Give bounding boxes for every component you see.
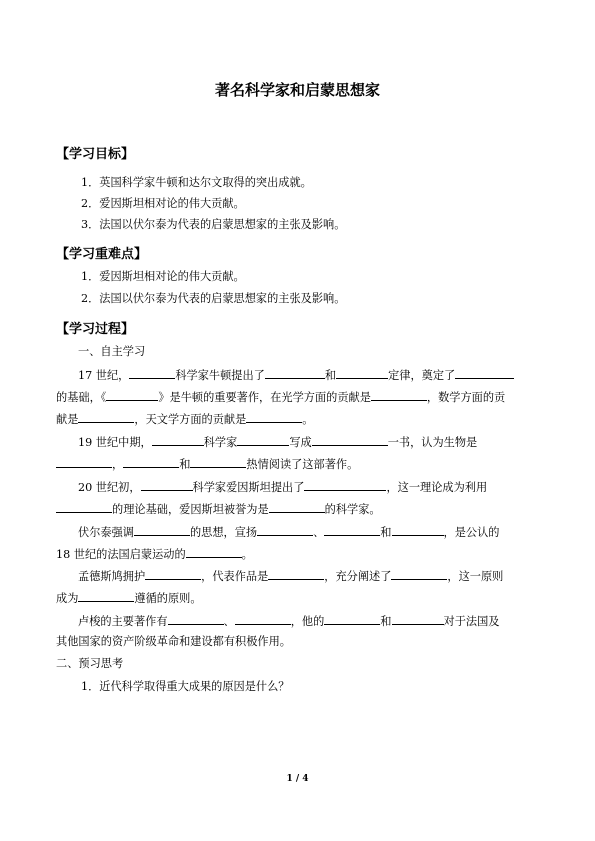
- blank[interactable]: [134, 524, 190, 536]
- goal-item: 1．英国科学家牛顿和达尔文取得的突出成就。: [81, 176, 312, 189]
- blank[interactable]: [190, 456, 246, 468]
- paragraph-voltaire-line1: 伏尔泰强调 的思想，宣扬 、 和 ，是公认的: [78, 526, 500, 539]
- blank[interactable]: [78, 411, 134, 423]
- blank[interactable]: [455, 367, 514, 379]
- blank[interactable]: [336, 367, 388, 379]
- blank[interactable]: [268, 568, 324, 580]
- blank[interactable]: [392, 524, 444, 536]
- paragraph-voltaire-line2: 18 世纪的法国启蒙运动的 。: [56, 548, 253, 561]
- page-title: 著名科学家和启蒙思想家: [214, 81, 380, 99]
- paragraph-newton-line2: 的基础，《 》是牛顿的重要著作，在光学方面的贡献是 ，数学方面的贡: [56, 391, 506, 404]
- question-item: 1．近代科学取得重大成果的原因是什么？: [81, 680, 290, 693]
- blank[interactable]: [237, 434, 289, 446]
- subsection-self-study: 一、自主学习: [78, 345, 146, 358]
- paragraph-einstein-line2: 的理论基础，爱因斯坦被誉为是 的科学家。: [56, 501, 381, 517]
- blank[interactable]: [324, 613, 380, 625]
- paragraph-darwin-line1: 19 世纪中期， 科学家 写成 一书，认为生物是: [78, 436, 478, 449]
- blank[interactable]: [257, 524, 313, 536]
- key-point-item: 2．法国以伏尔泰为代表的启蒙思想家的主张及影响。: [81, 292, 346, 305]
- section-heading-goals: 【学习目标】: [56, 147, 135, 162]
- blank[interactable]: [391, 568, 447, 580]
- blank[interactable]: [246, 411, 302, 423]
- blank[interactable]: [56, 456, 112, 468]
- blank[interactable]: [312, 434, 388, 446]
- paragraph-darwin-line2: ， 和 热情阅读了这部著作。: [56, 456, 358, 472]
- paragraph-newton-line3: 献是 ，天文学方面的贡献是 。: [56, 413, 314, 426]
- blank[interactable]: [269, 501, 325, 513]
- key-point-item: 1．爱因斯坦相对论的伟大贡献。: [81, 270, 245, 283]
- blank[interactable]: [152, 434, 204, 446]
- blank[interactable]: [392, 613, 444, 625]
- paragraph-rousseau-line2: 其他国家的资产阶级革命和建设都有积极作用。: [56, 635, 291, 648]
- blank[interactable]: [123, 456, 179, 468]
- paragraph-newton-line1: 17 世纪， 科学家牛顿提出了 和 定律，奠定了: [78, 367, 514, 383]
- blank[interactable]: [324, 524, 380, 536]
- blank[interactable]: [145, 568, 201, 580]
- blank[interactable]: [78, 590, 134, 602]
- page-number: 1 / 4: [286, 774, 309, 784]
- paragraph-einstein-line1: 20 世纪初， 科学家爱因斯坦提出了 ，这一理论成为利用: [78, 481, 488, 494]
- blank[interactable]: [141, 479, 193, 491]
- blank[interactable]: [186, 546, 242, 558]
- paragraph-montesquieu-line2: 成为 遵循的原则。: [56, 592, 202, 605]
- blank[interactable]: [371, 389, 427, 401]
- blank[interactable]: [56, 501, 112, 513]
- blank[interactable]: [235, 613, 291, 625]
- blank[interactable]: [304, 479, 386, 491]
- goal-item: 3．法国以伏尔泰为代表的启蒙思想家的主张及影响。: [81, 218, 346, 231]
- paragraph-rousseau-line1: 卢梭的主要著作有 、 ，他的 和 对于法国及: [78, 615, 500, 628]
- subsection-preview-thinking: 二、预习思考: [56, 657, 124, 670]
- section-heading-process: 【学习过程】: [56, 322, 135, 337]
- section-heading-key-points: 【学习重难点】: [56, 247, 148, 262]
- blank[interactable]: [129, 367, 175, 379]
- blank[interactable]: [106, 389, 158, 401]
- blank[interactable]: [265, 367, 325, 379]
- blank[interactable]: [168, 613, 224, 625]
- paragraph-montesquieu-line1: 孟德斯鸠拥护 ，代表作品是 ，充分阐述了 ，这一原则: [78, 570, 504, 583]
- goal-item: 2．爱因斯坦相对论的伟大贡献。: [81, 197, 245, 210]
